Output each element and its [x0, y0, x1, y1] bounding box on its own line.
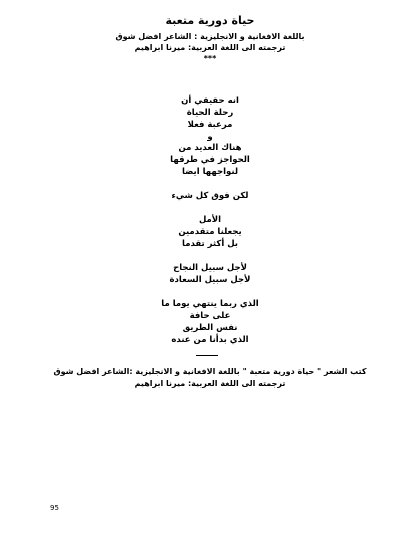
poem-line: بل أكثر تقدما	[182, 239, 238, 249]
poem-line: يجعلنا متقدمين	[178, 227, 242, 237]
section-divider	[196, 355, 218, 356]
page-number: 95	[50, 504, 59, 512]
poem-line: على حافة	[189, 311, 231, 321]
poem-line: لأجل سبيل السعادة	[169, 275, 251, 285]
poem-line: الأمل	[198, 215, 222, 225]
poem-line: انه حقيقي أن	[181, 96, 239, 106]
poem-line: لأجل سبيل النجاح	[173, 263, 247, 273]
separator-stars: ***	[203, 54, 217, 63]
poem-line: لنواجهها ايضا	[181, 167, 239, 177]
poem-line: الذي ربما ينتهي يوما ما	[161, 299, 259, 309]
poem-line: الذي بدأنا من عنده	[171, 335, 249, 345]
poem-line: رحلة الحياة	[186, 108, 234, 118]
poem-line: لكن فوق كل شيء	[171, 191, 249, 201]
footer-translator: ترجمته الى اللغة العربية: ميرنا ابراهيم	[134, 379, 286, 388]
poem-line: و	[207, 132, 213, 142]
author-line: باللغة الافغانية و الانجليزية : الشاعر افضل شوق	[115, 32, 305, 41]
poem-line: هناك العديد من	[178, 143, 242, 153]
poem-line: مرعبة فعلا	[187, 120, 233, 130]
translator-line: ترجمته الى اللغة العربية: ميرنا ابراهيم	[134, 43, 286, 52]
poem-line: نفس الطريق	[182, 323, 238, 333]
poem-line: الحواجز في طرقها	[170, 155, 250, 165]
poem-title: حياة دورية متعبة	[165, 14, 255, 27]
footer-attribution: كتب الشعر " حياة دورية متعبة " باللغة الافغانية و الانجليزية :الشاعر افضل شوق	[53, 367, 367, 376]
